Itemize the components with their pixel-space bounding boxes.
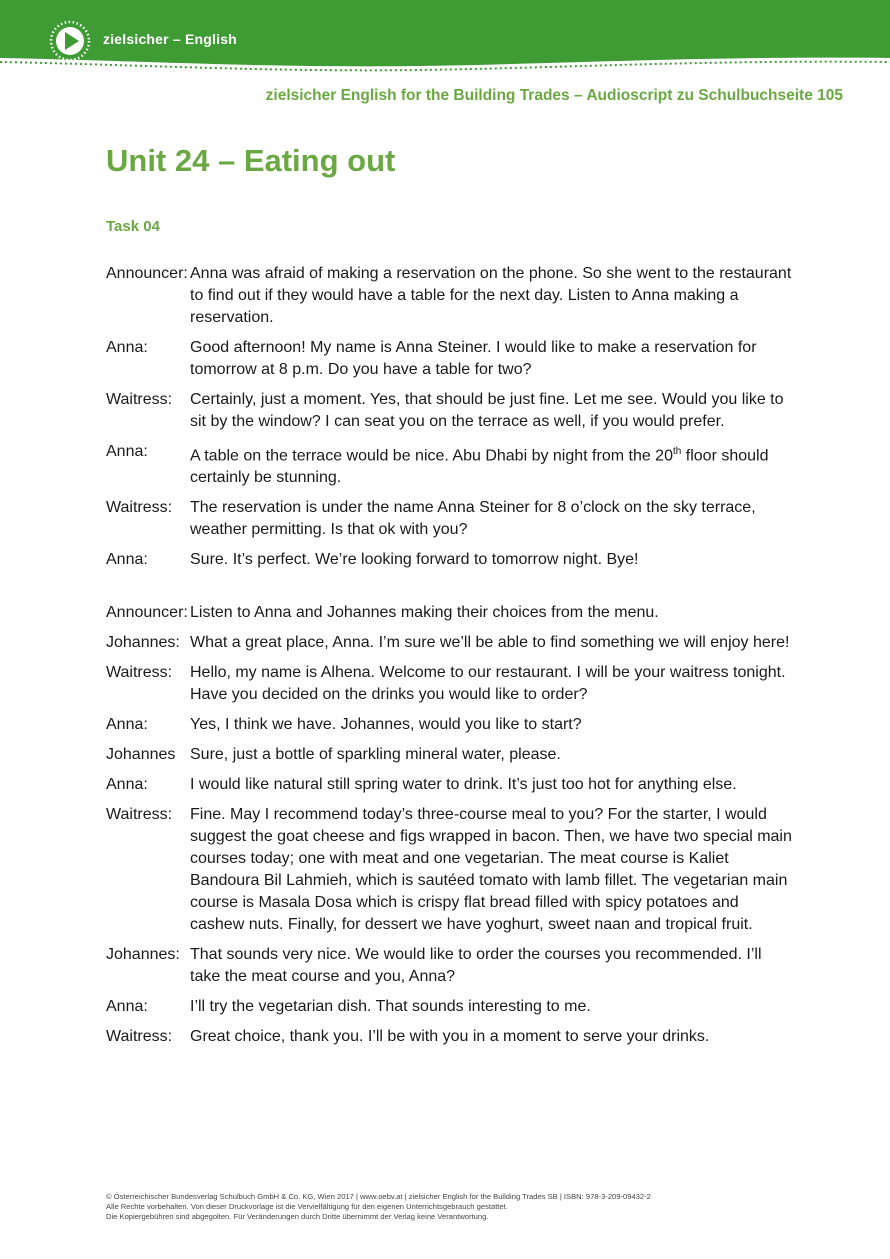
speaker-label: Johannes: xyxy=(106,634,180,652)
dialogue-line: I would like natural still spring water to drink. It’s just too hot for anything else. xyxy=(190,776,737,794)
ordinal-suffix: th xyxy=(672,446,682,457)
dialogue-turn xyxy=(106,662,796,706)
speaker-label: Waitress: xyxy=(106,1028,173,1046)
copyright-footer xyxy=(106,1192,651,1222)
dialogue-line: I’ll try the vegetarian dish. That sounds interesting to me. xyxy=(190,998,591,1016)
dialogue-turn xyxy=(106,744,796,766)
brand-name: zielsicher – English xyxy=(103,31,237,47)
dialogue-turn xyxy=(106,441,796,489)
speaker-label: Anna: xyxy=(106,443,148,460)
line-text: A table on the terrace would be nice. Abu Dhabi by night from the 20 xyxy=(190,447,673,465)
dialogue-turn xyxy=(106,337,796,381)
footer-line: Die Kopiergebühren sind abgegolten. Für Veränderungen durch Dritte übernimmt der Verlag keine Verantwortung. xyxy=(106,1212,489,1221)
speaker-label: Anna: xyxy=(106,339,148,356)
speaker-label: Waitress: xyxy=(106,664,173,682)
speaker-label: Waitress: xyxy=(106,806,173,824)
speaker-label: Anna: xyxy=(106,551,148,569)
audioscript-dialogue xyxy=(106,263,796,1056)
section-gap xyxy=(106,579,796,602)
line-text: floor should certainly be stunning. xyxy=(190,447,769,487)
footer-line: © Österreichischer Bundesverlag Schulbuch GmbH & Co. KG, Wien 2017 | www.oebv.at | zielsicher English for the Building Trades SB | ISBN: 978-3-209-09432-2 xyxy=(106,1192,651,1201)
speaker-label: Waitress: xyxy=(106,391,173,408)
page-subtitle: zielsicher English for the Building Trades – Audioscript zu Schulbuchseite 105 xyxy=(265,87,843,104)
speaker-label: Announcer: xyxy=(106,265,188,282)
dialogue-turn xyxy=(106,549,796,571)
dialogue-line xyxy=(190,441,796,489)
dialogue-line: Certainly, just a moment. Yes, that should be just fine. Let me see. Would you like to sit by the window? I can seat you on the terrace as well, if you would prefer. xyxy=(190,391,784,430)
dialogue-line: That sounds very nice. We would like to order the courses you recommended. I’ll take the meat course and you, Anna? xyxy=(190,946,762,986)
dialogue-line: Listen to Anna and Johannes making their choices from the menu. xyxy=(190,604,659,622)
speaker-label: Anna: xyxy=(106,776,148,794)
dialogue-turn xyxy=(106,944,796,988)
footer-line: Alle Rechte vorbehalten. Von dieser Druckvorlage ist die Vervielfältigung für den eigenen Unterrichtsgebrauch gestattet. xyxy=(106,1202,508,1211)
dialogue-line: Fine. May I recommend today’s three-course meal to you? For the starter, I would suggest the goat cheese and figs wrapped in bacon. Then, we have two special main courses today; one with meat and one vegetarian. The meat course is Kaliet Bandoura Bil Lahmieh, which is sautéed tomato with lamb fillet. The vegetarian main course is Masala Dosa which is crispy flat bread filled with spicy potatoes and cashew nuts. Finally, for dessert we have yoghurt, sweet naan and tropical fruit. xyxy=(190,806,792,934)
speaker-label: Announcer: xyxy=(106,604,188,622)
dialogue-line: Good afternoon! My name is Anna Steiner. I would like to make a reservation for tomorrow at 8 p.m. Do you have a table for two? xyxy=(190,339,757,378)
dialogue-turn xyxy=(106,1026,796,1048)
dialogue-line: Sure. It’s perfect. We’re looking forward to tomorrow night. Bye! xyxy=(190,551,639,569)
dialogue-turn xyxy=(106,996,796,1018)
dialogue-line: Yes, I think we have. Johannes, would you like to start? xyxy=(190,716,582,734)
dialogue-turn xyxy=(106,774,796,796)
speaker-label: Johannes: xyxy=(106,946,180,964)
dialogue-turn xyxy=(106,497,796,541)
speaker-label: Anna: xyxy=(106,998,148,1016)
speaker-label: Johannes xyxy=(106,746,176,764)
dialogue-line: Great choice, thank you. I’ll be with you in a moment to serve your drinks. xyxy=(190,1028,710,1046)
page-title: Unit 24 – Eating out xyxy=(106,143,396,178)
dialogue-turn xyxy=(106,263,796,329)
dialogue-line: Sure, just a bottle of sparkling mineral water, please. xyxy=(190,746,561,764)
dialogue-line: What a great place, Anna. I’m sure we’ll be able to find something we will enjoy here! xyxy=(190,634,790,652)
dialogue-line: Hello, my name is Alhena. Welcome to our restaurant. I will be your waitress tonight. Have you decided on the drinks you would like to order? xyxy=(190,664,786,704)
task-heading: Task 04 xyxy=(106,218,160,235)
dialogue-turn xyxy=(106,714,796,736)
dialogue-turn xyxy=(106,602,796,624)
dialogue-line: Anna was afraid of making a reservation on the phone. So she went to the restaurant to find out if they would have a table for the next day. Listen to Anna making a reservation. xyxy=(190,265,792,326)
speaker-label: Anna: xyxy=(106,716,148,734)
dialogue-turn xyxy=(106,389,796,433)
speaker-label: Waitress: xyxy=(106,499,173,517)
dialogue-turn xyxy=(106,804,796,936)
dialogue-turn xyxy=(106,632,796,654)
dialogue-line: The reservation is under the name Anna Steiner for 8 o’clock on the sky terrace, weather permitting. Is that ok with you? xyxy=(190,499,756,539)
